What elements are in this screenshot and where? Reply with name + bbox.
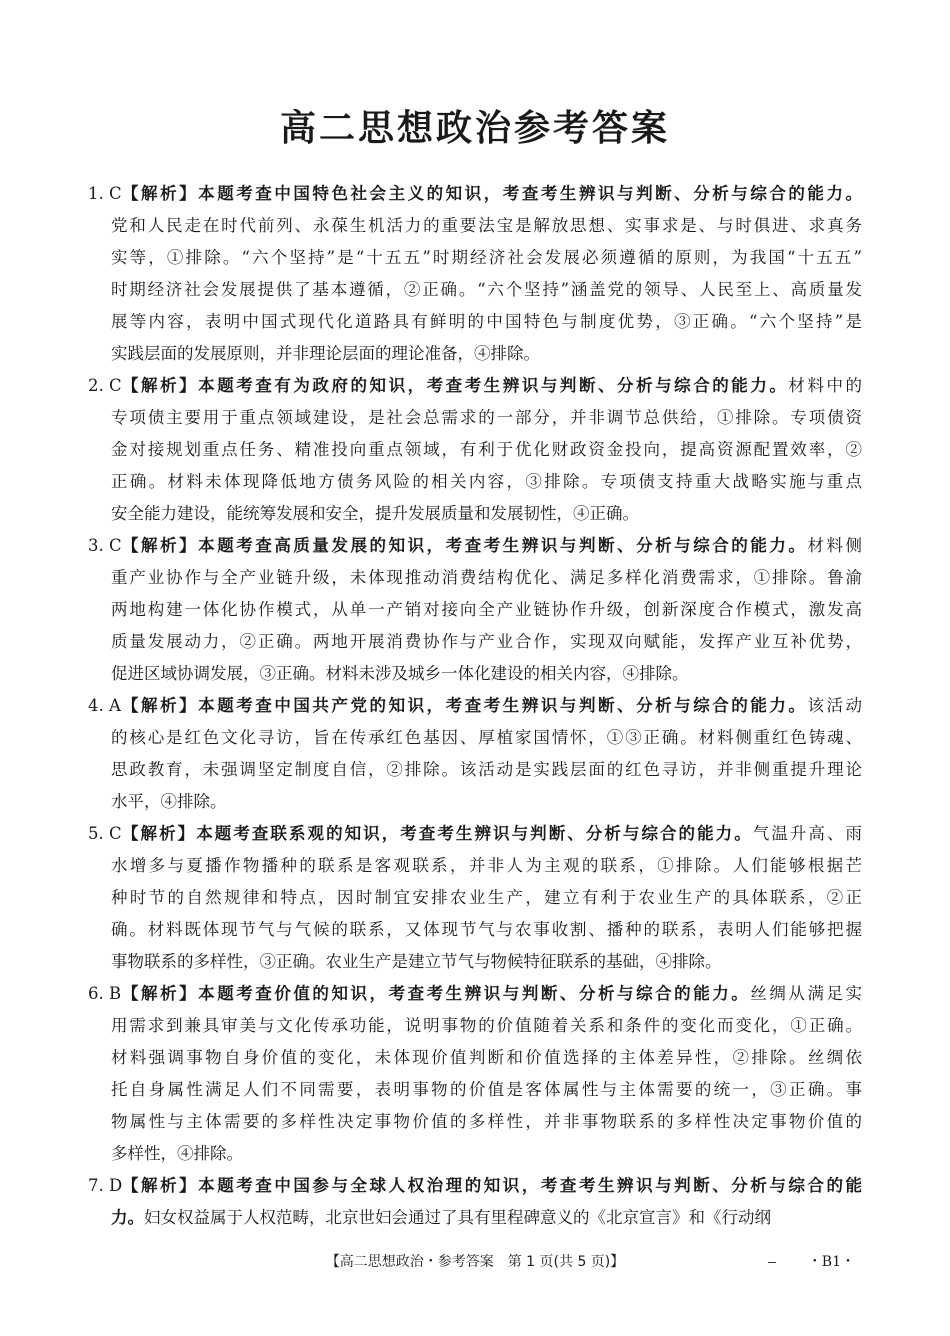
answer-item [88,690,862,818]
answer-text-line: 水平，④排除。 [111,792,227,811]
answer-number: 3. C [88,536,122,555]
page-code: ・B1・ [807,1254,855,1270]
answer-text-line: 安全能力建设，能统筹发展和安全，提升发展质量和发展韧性，④正确。 [111,504,639,523]
answer-text-line: 时期经济社会发展提供了基本遵循，②正确。“六个坚持”涵盖党的领导、人民至上、高质量发 [111,280,862,299]
answer-text-line: 两地构建一体化协作模式，从单一产销对接向全产业链协作升级，创新深度合作模式，激发高 [111,600,862,619]
answer-text-line: 事物联系的多样性，③正确。农业生产是建立节气与物候特征联系的基础，④排除。 [111,952,722,971]
answer-topic: 本题考查中国特色社会主义的知识，考查考生辨识与判断、分析与综合的能力。 [198,184,863,203]
answer-topic: 本题考查中国共产党的知识，考查考生辨识与判断、分析与综合的能力。 [198,696,808,715]
answer-number: 4. A [88,696,121,715]
answer-number: 2. C [88,376,122,395]
answer-text-line: 的核心是红色文化寻访，旨在传承红色基因、厚植家国情怀，①③正确。材料侧重红色铸魂、 [111,728,862,747]
analysis-tag: 【解析】 [122,824,197,843]
answer-item [88,370,862,530]
analysis-tag: 【解析】 [122,984,199,1003]
analysis-tag: 【解析】 [122,1176,199,1195]
answer-text-line: 展等内容，表明中国式现代化道路具有鲜明的中国特色与制度优势，③正确。“六个坚持”是 [111,312,862,331]
page-title: 高二思想政治参考答案 [279,108,670,149]
answer-text-line: 种时节的自然规律和特点，因时制宜安排农业生产，建立有利于农业生产的具体联系，②正 [111,888,862,907]
footer-dash [768,1262,776,1263]
answer-item [88,818,862,978]
answer-item [88,978,862,1170]
answer-text-line: 用需求到兼具审美与文化传承功能，说明事物的价值随着关系和条件的变化而变化，①正确。 [111,1016,862,1035]
analysis-tag: 【解析】 [122,184,199,203]
answer-text-line: 妇女权益属于人权范畴，北京世妇会通过了具有里程碑意义的《北京宣言》和《行动纲 [144,1208,771,1227]
answer-item [88,178,862,370]
answer-text-start: 该活动 [807,696,863,715]
analysis-tag: 【解析】 [122,536,199,555]
answer-text-line: 材料强调事物自身价值的变化，未体现价值判断和价值选择的主体差异性，②排除。丝绸依 [111,1048,862,1067]
answer-text-start: 材料中的 [788,376,863,395]
answer-list [88,178,862,1234]
answer-text-line: 思政教育，未强调坚定制度自信，②排除。该活动是实践层面的红色寻访，并非侧重提升理论 [111,760,862,779]
answer-text-line: 正确。材料未体现降低地方债务风险的相关内容，③排除。专项债支持重大战略实施与重点 [111,472,862,491]
answer-number: 7. D [88,1176,123,1195]
answer-text-start: 材料侧 [807,536,863,555]
answer-topic-cont: 力。 [111,1208,144,1227]
answer-text-line: 党和人民走在时代前列、永葆生机活力的重要法宝是解放思想、实事求是、与时俱进、求真务 [111,216,862,235]
answer-text-start: 气温升高、雨 [752,824,863,843]
answer-text-line: 促进区域协调发展，③正确。材料未涉及城乡一体化建设的相关内容，④排除。 [111,664,689,683]
answer-number: 5. C [88,824,122,843]
answer-text-start: 丝绸从满足实 [750,984,863,1003]
analysis-tag: 【解析】 [122,696,199,715]
answer-topic: 本题考查有为政府的知识，考查考生辨识与判断、分析与综合的能力。 [198,376,789,395]
answer-text-line: 实等，①排除。“六个坚持”是“十五五”时期经济社会发展必须遵循的原则，为我国“十五五” [111,248,862,267]
analysis-tag: 【解析】 [122,376,199,395]
answer-text-line: 专项债主要用于重点领域建设，是社会总需求的一部分，并非调节总供给，①排除。专项债资 [111,408,862,427]
answer-number: 6. B [88,984,122,1003]
answer-text-line: 物属性与主体需要的多样性决定事物价值的多样性，并非事物联系的多样性决定事物价值的 [111,1112,862,1131]
answer-text-line: 确。材料既体现节气与气候的联系，又体现节气与农事收割、播种的联系，表明人们能够把握 [111,920,862,939]
answer-text-line: 多样性，④排除。 [111,1144,243,1163]
answer-number: 1. C [88,184,122,203]
answer-item [88,1170,862,1234]
answer-topic: 本题考查中国参与全球人权治理的知识，考查考生辨识与判断、分析与综合的能 [198,1176,863,1195]
answer-text-line: 托自身属性满足人们不同需要，表明事物的价值是客体属性与主体需要的统一，③正确。事 [111,1080,862,1099]
answer-text-line: 重产业协作与全产业链升级，未体现推动消费结构优化、满足多样化消费需求，①排除。鲁渝 [111,568,862,587]
page-footer: 【高二思想政治・参考答案 第 1 页(共 5 页)】 [325,1254,625,1270]
answer-text-line: 实践层面的发展原则，并非理论层面的理论准备，④排除。 [111,344,540,363]
answer-topic: 本题考查价值的知识，考查考生辨识与判断、分析与综合的能力。 [198,984,751,1003]
answer-text-line: 水增多与夏播作物播种的联系是客观联系，并非人为主观的联系，①排除。人们能够根据芒 [111,856,862,875]
answer-item [88,530,862,690]
answer-topic: 本题考查联系观的知识，考查考生辨识与判断、分析与综合的能力。 [196,824,753,843]
answer-text-line: 质量发展动力，②正确。两地开展消费协作与产业合作，实现双向赋能，发挥产业互补优势， [111,632,862,651]
answer-topic: 本题考查高质量发展的知识，考查考生辨识与判断、分析与综合的能力。 [198,536,808,555]
answer-text-line: 金对接规划重点任务、精准投向重点领域，有利于优化财政资金投向，提高资源配置效率，② [111,440,862,459]
